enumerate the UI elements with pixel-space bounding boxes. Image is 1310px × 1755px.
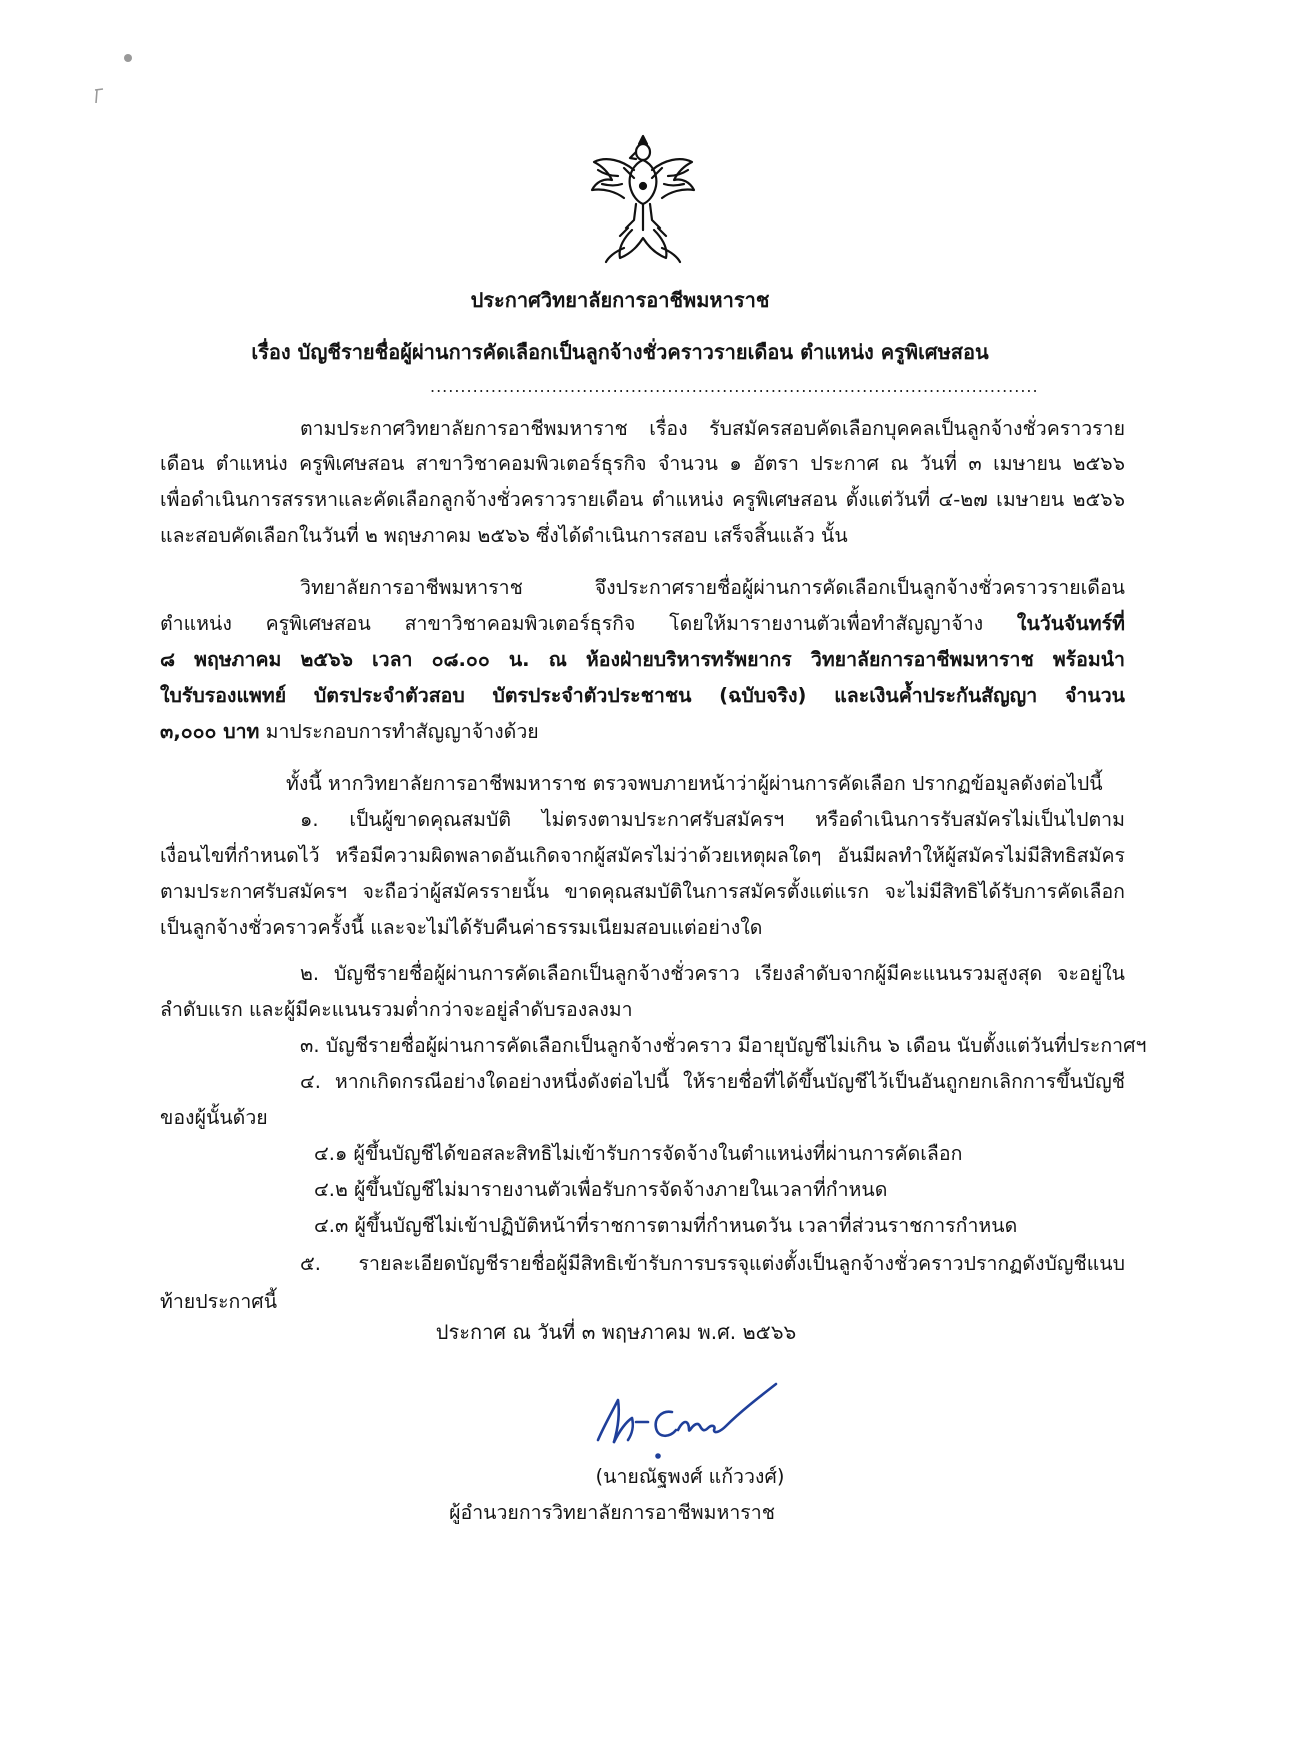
paragraph-1-line-1: ตามประกาศวิทยาลัยการอาชีพมหาราช เรื่อง รับสมัครสอบคัดเลือกบุคคลเป็นลูกจ้างชั่วคราวราย — [300, 417, 1125, 440]
condition-1-line-4: เป็นลูกจ้างชั่วคราวครั้งนี้ และจะไม่ได้รับคืนค่าธรรมเนียมสอบแต่อย่างใด — [160, 916, 763, 939]
paragraph-2-line-2-text: ตำแหน่ง ครูพิเศษสอน สาขาวิชาคอมพิวเตอร์ธุรกิจ โดยให้มารายงานตัวเพื่อทำสัญญาจ้าง — [160, 612, 984, 635]
announcement-title: ประกาศวิทยาลัยการอาชีพมหาราช — [470, 288, 770, 312]
paragraph-1-line-4: และสอบคัดเลือกในวันที่ ๒ พฤษภาคม ๒๕๖๖ ซึ่งได้ดำเนินการสอบ เสร็จสิ้นแล้ว นั้น — [160, 524, 848, 547]
paragraph-2-line-4: ใบรับรองแพทย์ บัตรประจำตัวสอบ บัตรประจำตัวประชาชน (ฉบับจริง) และเงินค้ำประกันสัญญา จำนวน — [160, 684, 1125, 707]
signer-name: (นายณัฐพงศ์ แก้ววงศ์) — [595, 1465, 785, 1488]
guarantee-amount: ๓,๐๐๐ บาท — [160, 720, 260, 743]
paragraph-2-line-5-text: มาประกอบการทำสัญญาจ้างด้วย — [259, 720, 539, 743]
condition-4-line-1: ๔. หากเกิดกรณีอย่างใดอย่างหนึ่งดังต่อไปนี้ ให้รายชื่อที่ได้ขึ้นบัญชีไว้เป็นอันถูกยกเลิกการขึ้นบัญชี — [300, 1070, 1125, 1093]
subject-line: เรื่อง บัญชีรายชื่อผู้ผ่านการคัดเลือกเป็นลูกจ้างชั่วคราวรายเดือน ตำแหน่ง ครูพิเศษสอน — [251, 340, 989, 364]
condition-1-line-1: ๑. เป็นผู้ขาดคุณสมบัติ ไม่ตรงตามประกาศรับสมัครฯ หรือดำเนินการรับสมัครไม่เป็นไปตาม — [300, 808, 1125, 831]
condition-1-line-2: เงื่อนไขที่กำหนดไว้ หรือมีความผิดพลาดอันเกิดจากผู้สมัครไม่ว่าด้วยเหตุผลใดๆ อันมีผลทำให้ผู้สมัครไม่มีสิทธิสมัคร — [160, 844, 1125, 867]
paragraph-2-line-3: ๘ พฤษภาคม ๒๕๖๖ เวลา ๐๘.๐๐ น. ณ ห้องฝ่ายบริหารทรัพยากร วิทยาลัยการอาชีพมหาราช พร้อมนำ — [160, 648, 1125, 671]
condition-3: ๓. บัญชีรายชื่อผู้ผ่านการคัดเลือกเป็นลูกจ้างชั่วคราว มีอายุบัญชีไม่เกิน ๖ เดือน นับตั้งแต่วันที่ประกาศฯ — [300, 1034, 1147, 1057]
signer-position: ผู้อำนวยการวิทยาลัยการอาชีพมหาราช — [449, 1501, 775, 1524]
garuda-emblem-icon — [584, 130, 702, 265]
scan-speck — [124, 54, 132, 62]
paragraph-1-line-2: เดือน ตำแหน่ง ครูพิเศษสอน สาขาวิชาคอมพิวเตอร์ธุรกิจ จำนวน ๑ อัตรา ประกาศ ณ วันที่ ๓ เมษายน ๒๕๖๖ — [160, 452, 1125, 475]
condition-2-line-2: ลำดับแรก และผู้มีคะแนนรวมต่ำกว่าจะอยู่ลำดับรองลงมา — [160, 998, 633, 1021]
condition-4-3: ๔.๓ ผู้ขึ้นบัญชีไม่เข้าปฏิบัติหน้าที่ราชการตามที่กำหนดวัน เวลาที่ส่วนราชการกำหนด — [314, 1214, 1018, 1237]
condition-5-line-1: ๕. รายละเอียดบัญชีรายชื่อผู้มีสิทธิเข้ารับการบรรจุแต่งตั้งเป็นลูกจ้างชั่วคราวปรากฏดังบัญชีแนบ — [300, 1252, 1125, 1275]
reporting-day: ในวันจันทร์ที่ — [1016, 612, 1125, 635]
paragraph-2-line-5 — [160, 717, 1125, 747]
condition-2-line-1: ๒. บัญชีรายชื่อผู้ผ่านการคัดเลือกเป็นลูกจ้างชั่วคราว เรียงลำดับจากผู้มีคะแนนรวมสูงสุด จะอยู่ใน — [300, 962, 1125, 985]
condition-4-line-2: ของผู้นั้นด้วย — [160, 1106, 268, 1129]
separator-dots: .................................................................................................... — [430, 377, 1039, 396]
paragraph-2-line-2 — [160, 609, 1125, 639]
announcement-date: ประกาศ ณ วันที่ ๓ พฤษภาคม พ.ศ. ๒๕๖๖ — [435, 1320, 797, 1344]
condition-4-2: ๔.๒ ผู้ขึ้นบัญชีไม่มารายงานตัวเพื่อรับการจัดจ้างภายในเวลาที่กำหนด — [314, 1178, 888, 1201]
condition-4-1: ๔.๑ ผู้ขึ้นบัญชีได้ขอสละสิทธิไม่เข้ารับการจัดจ้างในตำแหน่งที่ผ่านการคัดเลือก — [314, 1142, 963, 1165]
paragraph-2-line-1: วิทยาลัยการอาชีพมหาราช จึงประกาศรายชื่อผู้ผ่านการคัดเลือกเป็นลูกจ้างชั่วคราวรายเดือน — [300, 576, 1125, 599]
scan-mark — [94, 88, 104, 104]
condition-1-line-3: ตามประกาศรับสมัครฯ จะถือว่าผู้สมัครรายนั้น ขาดคุณสมบัติในการสมัครตั้งแต่แรก จะไม่มีสิทธิได้รับการคัดเลือก — [160, 880, 1125, 903]
condition-5-line-2: ท้ายประกาศนี้ — [160, 1290, 278, 1313]
paragraph-1-line-3: เพื่อดำเนินการสรรหาและคัดเลือกลูกจ้างชั่วคราวรายเดือน ตำแหน่ง ครูพิเศษสอน ตั้งแต่วันที่ ๔-๒๗ เมษายน ๒๕๖๖ — [160, 488, 1125, 511]
conditions-intro: ทั้งนี้ หากวิทยาลัยการอาชีพมหาราช ตรวจพบภายหน้าว่าผู้ผ่านการคัดเลือก ปรากฏข้อมูลดังต่อไปนี้ — [286, 772, 1103, 795]
signature-image — [590, 1370, 780, 1465]
